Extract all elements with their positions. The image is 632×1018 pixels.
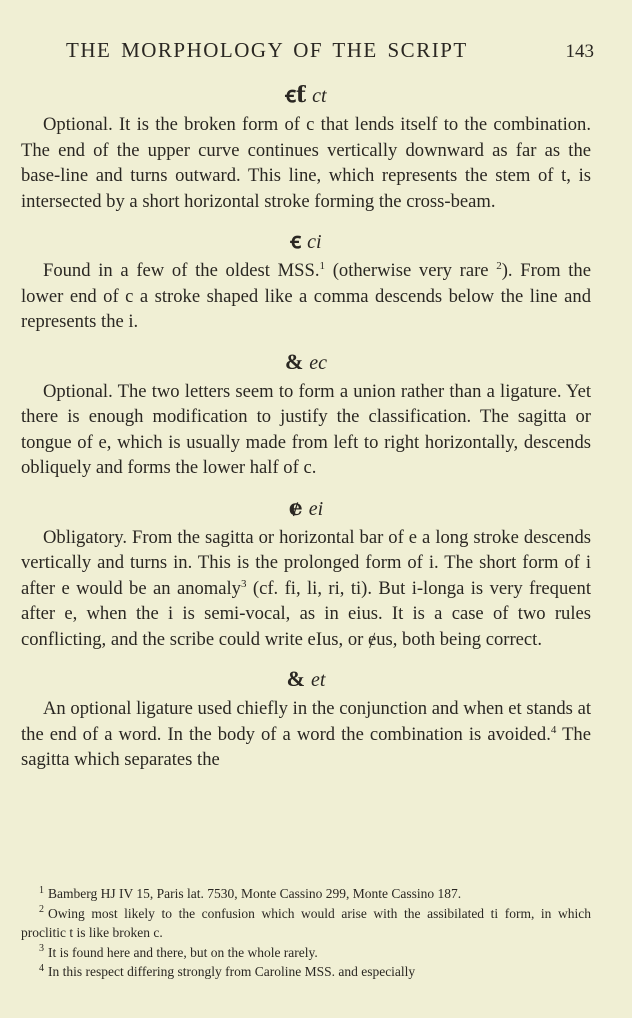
footnote-ref-4[interactable]: 4 [550, 723, 557, 736]
body-text [21, 78, 591, 783]
footnote-mark-1: 1 [39, 884, 44, 896]
ligature-heading-ei [21, 491, 591, 525]
footnote-2 [21, 904, 591, 943]
paragraph-ei-text-2: (cf. fi, li, ri, ti). But i-longa is very frequent after e, when the i is semi-vocal, as in eius. It is a case of two rules conflicting, and the scribe could write eIus, or ɇus, both being correct. [21, 577, 591, 650]
paragraph-ci [21, 258, 591, 335]
page-number: 143 [565, 41, 594, 62]
paragraph-et [21, 696, 591, 773]
paragraph-ci-text-3: ). From the lower end of c a stroke shaped like a comma descends below the line and represents the i. [21, 260, 591, 332]
footnote-ref-3[interactable]: 3 [240, 577, 247, 590]
footnote-text-1: Bamberg HJ IV 15, Paris lat. 7530, Monte Cassino 299, Monte Cassino 187. [48, 886, 462, 901]
footnote-mark-2: 2 [39, 904, 44, 915]
paragraph-ei-text-1: Obligatory. From the sagitta or horizontal bar of e a long stroke descends vertically and turns in. This is the prolonged form of i. The short form of i after e would be an anomaly [21, 526, 591, 599]
footnote-3 [21, 943, 591, 963]
footnote-mark-4: 4 [39, 962, 44, 974]
paragraph-ci-text-2: (otherwise very rare [325, 260, 497, 281]
ligature-label-ct: ct [312, 85, 327, 107]
paragraph-ec: Optional. The two letters seem to form a union rather than a ligature. Yet there is enough modification to justify the classification. The sagitta or tongue of e, which is usually made from left to right horizontally, descends obliquely and forms the lower half of c. [21, 380, 591, 478]
ligature-heading-et [21, 662, 591, 696]
paragraph-et-text-1: An optional ligature used chiefly in the conjunction and when et stands at the end of a word. In the body of a word the combination is avoided. [21, 698, 591, 745]
footnote-ref-1[interactable]: 1 [319, 259, 326, 272]
paragraph-ei [21, 525, 591, 653]
footnote-4 [21, 962, 591, 982]
footnote-text-2: Owing most likely to the confusion which would arise with the assibilated ti form, in which proclitic t is like broken c. [21, 905, 591, 940]
footnote-text-3: It is found here and there, but on the whole rarely. [48, 944, 318, 960]
footnotes [21, 884, 591, 982]
footnote-1 [21, 884, 591, 904]
ligature-glyph-ci: ꞓ [290, 228, 302, 254]
ligature-heading-ec [21, 345, 591, 379]
ligature-heading-ci [21, 224, 591, 258]
footnote-ref-2[interactable]: 2 [496, 259, 502, 272]
ligature-label-et: et [310, 669, 326, 691]
footnote-text-4: In this respect differing strongly from Caroline MSS. and especially [48, 964, 416, 979]
paragraph-ct: Optional. It is the broken form of c that lends itself to the combination. The end of the upper curve continues vertically downward as far as the base-line and turns outward. This line, which represents the stem of t, is intersected by a short horizontal stroke forming the cross-beam. [21, 114, 591, 212]
ligature-heading-ct [21, 78, 591, 112]
running-title: THE MORPHOLOGY OF THE SCRIPT [66, 38, 468, 62]
ligature-glyph-ct: ꞓƭ [285, 82, 307, 108]
ligature-label-ci: ci [307, 231, 322, 253]
ligature-label-ei: ei [308, 497, 324, 520]
footnote-mark-3: 3 [39, 943, 44, 954]
ligature-glyph-ec: & [284, 348, 304, 374]
ligature-glyph-ei: ɇ [288, 494, 303, 521]
ligature-label-ec: ec [309, 351, 328, 374]
ligature-glyph-et: & [286, 666, 305, 691]
running-head [20, 38, 594, 68]
paragraph-ci-text-1: Found in a few of the oldest MSS. [43, 260, 320, 281]
paragraph-et-text-2: The sagitta which separates the [21, 723, 591, 770]
